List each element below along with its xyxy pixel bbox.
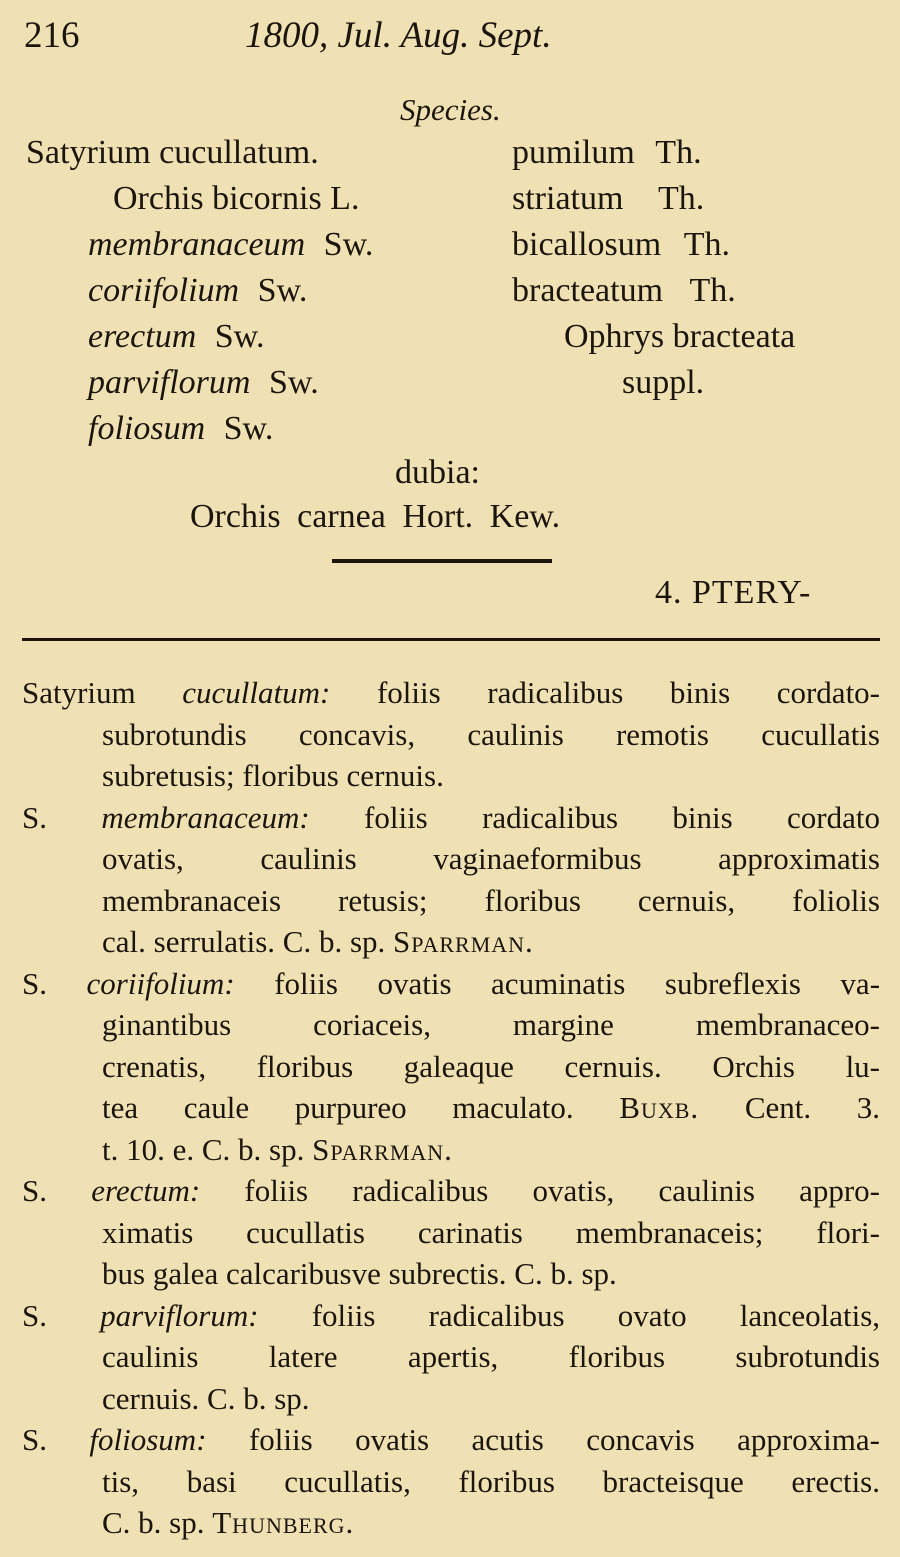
- description-text: foliis radicalibus ovatis, caulinis appro-: [244, 1173, 880, 1208]
- species-epithet: cucullatum:: [182, 675, 331, 710]
- short-rule: [332, 559, 552, 563]
- species-epithet: erectum:: [91, 1173, 201, 1208]
- left-species-5: [88, 318, 265, 356]
- species-author: Th.: [683, 226, 730, 263]
- species-author: Th.: [657, 180, 705, 217]
- collector-name: Thunberg.: [212, 1505, 355, 1540]
- dubia-label: dubia:: [395, 454, 480, 491]
- description-line: [22, 963, 880, 1005]
- left-species-3: [88, 226, 373, 264]
- species-epithet: coriifolium:: [86, 965, 235, 1001]
- species-author: Th.: [689, 272, 736, 309]
- species-epithet: membranaceum:: [101, 799, 310, 835]
- left-species-1: Satyrium cucullatum.: [26, 134, 319, 171]
- description-line: ginantibus coriaceis, margine membranaceo-: [102, 1007, 880, 1042]
- right-species-6: suppl.: [622, 364, 705, 401]
- description-line: ximatis cucullatis carinatis membranaceis; flori-: [102, 1214, 880, 1250]
- description-text: C. b. sp.: [102, 1505, 205, 1540]
- description-line: [22, 797, 880, 839]
- page-number: 216: [24, 15, 80, 56]
- species-author: Sw.: [214, 318, 265, 355]
- species-epithet: erectum: [88, 318, 197, 355]
- collector-name: Buxb.: [619, 1090, 700, 1125]
- description-line: membranaceis retusis; floribus cernuis, foliolis: [102, 882, 880, 918]
- description-line: cernuis. C. b. sp.: [102, 1380, 310, 1416]
- species-epithet: foliosum:: [89, 1422, 207, 1457]
- description-text: foliis radicalibus ovato lanceolatis,: [311, 1297, 881, 1333]
- description-text: foliis ovatis acuminatis subreflexis va-: [274, 965, 881, 1001]
- running-header: [24, 14, 80, 57]
- species-author: Sw.: [257, 272, 308, 309]
- description-line: [22, 1419, 880, 1461]
- description-text: t. 10. e. C. b. sp.: [102, 1131, 305, 1167]
- species-epithet: striatum: [512, 180, 624, 217]
- left-species-2: Orchis bicornis L.: [113, 180, 360, 217]
- genus: Satyrium: [22, 675, 136, 710]
- collector-name: Sparrman.: [312, 1131, 453, 1167]
- section-rule: [22, 638, 880, 641]
- description-text: Cent. 3.: [744, 1090, 880, 1125]
- header-title: 1800, Jul. Aug. Sept.: [245, 15, 552, 56]
- description-line: crenatis, floribus galeaque cernuis. Orchis lu-: [102, 1048, 880, 1084]
- species-epithet: bicallosum: [512, 226, 662, 263]
- description-line: [22, 1295, 880, 1337]
- description-text: tea caule purpureo maculato.: [102, 1090, 574, 1125]
- species-author: Th.: [655, 134, 702, 171]
- species-epithet: bracteatum: [512, 272, 664, 309]
- description-line: tis, basi cucullatis, floribus bracteisque erectis.: [102, 1463, 880, 1499]
- species-author: Sw.: [268, 364, 319, 401]
- species-epithet: pumilum: [512, 134, 635, 171]
- description-text: foliis ovatis acutis concavis approxima-: [248, 1422, 880, 1457]
- left-species-6: [88, 364, 319, 402]
- species-epithet: foliosum: [88, 410, 206, 447]
- genus: S.: [22, 799, 47, 835]
- collector-name: Sparrman.: [393, 924, 534, 959]
- species-epithet: parviflorum: [88, 364, 251, 401]
- description-line: [22, 1502, 880, 1544]
- genus: S.: [22, 965, 47, 1001]
- description-block: [22, 672, 880, 1544]
- genus: S.: [22, 1173, 47, 1208]
- species-epithet: coriifolium: [88, 272, 240, 309]
- right-species-2: [512, 180, 704, 218]
- genus: S.: [22, 1422, 47, 1457]
- species-author: Sw.: [223, 410, 274, 447]
- genus: S.: [22, 1297, 47, 1333]
- description-text: foliis radicalibus binis cordato: [364, 799, 881, 835]
- description-line: bus galea calcaribusve subrectis. C. b. sp.: [102, 1256, 617, 1291]
- right-species-1: [512, 134, 702, 172]
- description-line: [22, 1129, 880, 1171]
- species-epithet: parviflorum:: [100, 1297, 259, 1333]
- right-species-3: [512, 226, 730, 264]
- description-line: ovatis, caulinis vaginaeformibus approximatis: [102, 841, 880, 876]
- description-text: cal. serrulatis. C. b. sp.: [102, 924, 386, 959]
- catchword: 4. PTERY-: [655, 574, 812, 611]
- description-line: caulinis latere apertis, floribus subrotundis: [102, 1339, 880, 1374]
- right-species-5: Ophrys bracteata: [564, 318, 796, 355]
- left-species-7: [88, 410, 273, 448]
- description-line: [22, 1170, 880, 1212]
- species-epithet: membranaceum: [88, 226, 306, 263]
- species-author: Sw.: [323, 226, 374, 263]
- dubia-entry: Orchis carnea Hort. Kew.: [190, 498, 561, 535]
- description-line: [22, 921, 880, 963]
- right-species-4: [512, 272, 736, 310]
- description-line: [22, 1087, 880, 1129]
- left-species-4: [88, 272, 307, 310]
- description-line: [22, 672, 880, 714]
- species-heading: Species.: [400, 92, 501, 127]
- description-line: subrotundis concavis, caulinis remotis cucullatis: [102, 716, 880, 752]
- description-text: foliis radicalibus binis cordato-: [376, 675, 881, 710]
- description-line: subretusis; floribus cernuis.: [102, 758, 444, 793]
